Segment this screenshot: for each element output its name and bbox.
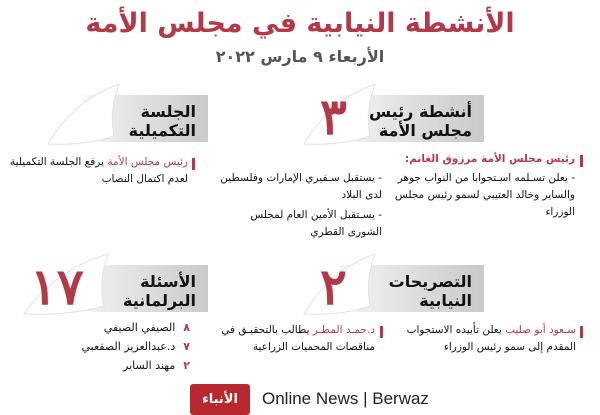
- question-row: ٢مهند الساير: [123, 359, 190, 372]
- bullet-marker: [192, 158, 195, 170]
- bullet-marker: [380, 326, 383, 338]
- card-president-activities: [300, 80, 484, 148]
- president-heading: رئيس مجلس الأمة مرزوق الغانم:: [405, 153, 575, 165]
- card-label: التصريحات النيابية: [388, 272, 472, 310]
- card-complementary-session: [44, 80, 208, 148]
- card-label: الأسئلة البرلمانية: [123, 272, 196, 310]
- site-watermark: [190, 384, 600, 415]
- president-item: - يسـتقبل الأمين العام لمجلس الشورى القطري: [250, 209, 382, 238]
- card-number: ٣: [320, 87, 347, 146]
- card-number: ٢: [320, 257, 347, 316]
- statement-item: سـعود أبو صليب يعلن تأييده الاستجواب المقدم إلى سمو رئيس الوزراء: [406, 324, 576, 353]
- president-item: - يعلن تسـلمه اسـتجوابا من النواب جوهر والساير وخالد العتيبي لسمو رئيس مجلس الوزراء: [395, 172, 575, 218]
- site-logo: الأنباء: [190, 384, 250, 415]
- statement-item: د.حمـد المطـر يطالب بالتحقيـق في مناقصات المحميات الزراعية: [221, 324, 375, 353]
- bullet-marker: [580, 326, 583, 338]
- card-label: أنشطة رئيس مجلس الأمة: [369, 102, 472, 140]
- card-parliamentary-statements: [300, 250, 484, 318]
- president-item: - يستقبل سـفيري الإمارات وفلسطين لدى البلاد: [220, 172, 382, 201]
- session-news: رئيس مجلس الأمة يرفع الجلسة التكميلية لعدم اكتمال النصاب: [10, 156, 188, 185]
- question-row: ٧د.عبدالعزيز الصقعبي: [81, 340, 190, 353]
- question-row: ٨الصيفي الصيفي: [103, 321, 190, 334]
- bullet-marker: [580, 155, 583, 167]
- date-line: الأربعاء ٩ مارس ٢٠٢٢: [215, 47, 385, 66]
- card-label: الجلسة التكميلية: [128, 102, 196, 140]
- card-parliamentary-questions: [20, 250, 208, 318]
- card-number: ١٧: [30, 257, 84, 316]
- page-title: الأنشطة النيابية في مجلس الأمة: [85, 8, 515, 39]
- watermark-text: Online News | Berwaz: [262, 389, 429, 408]
